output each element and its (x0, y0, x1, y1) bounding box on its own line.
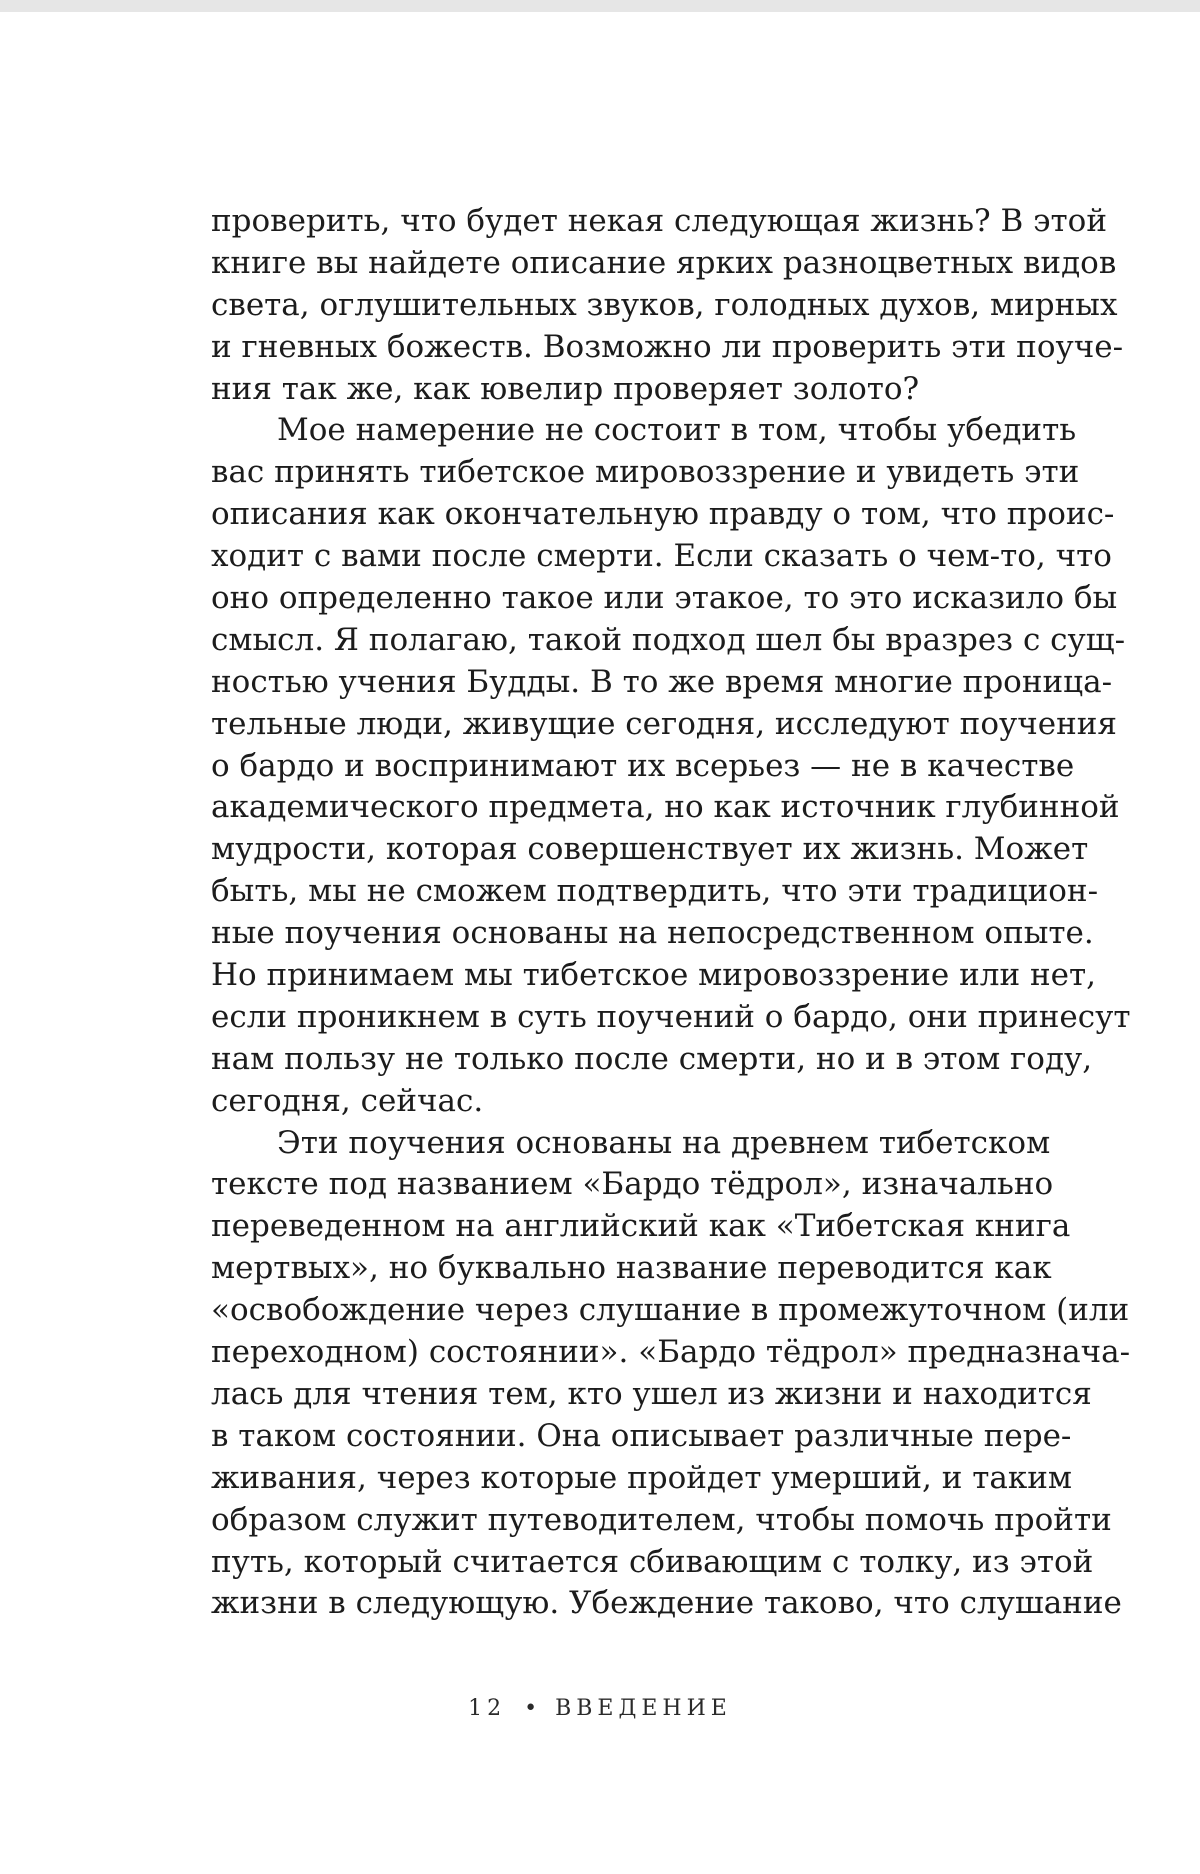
text-line: мертвых», но буквально название переводится как (211, 1250, 1052, 1287)
footer-separator: • (524, 1696, 538, 1721)
text-line: тельные люди, живущие сегодня, исследуют поучения (211, 705, 1117, 742)
page-footer (0, 1696, 1200, 1721)
text-line: переведенном на английский как «Тибетская книга (211, 1208, 1071, 1245)
text-line: мудрости, которая совершенствует их жизнь. Может (211, 831, 1089, 868)
text-line: смысл. Я полагаю, такой подход шел бы вразрез с сущ- (211, 621, 1126, 658)
text-line: и гневных божеств. Возможно ли проверить эти поуче- (211, 328, 1124, 365)
top-edge-strip (0, 0, 1200, 12)
text-line: книге вы найдете описание ярких разноцветных видов (211, 244, 1117, 281)
text-line: ходит с вами после смерти. Если сказать о чем-то, что (211, 538, 1112, 575)
text-line: ные поучения основаны на непосредственном опыте. (211, 915, 1094, 952)
text-line: если проникнем в суть поучений о бардо, они принесут (211, 998, 1131, 1035)
section-title: ВВЕДЕНИЕ (555, 1696, 732, 1721)
text-line: переходном) состоянии». «Бардо тёдрол» предназнача- (211, 1334, 1131, 1371)
text-line: образом служит путеводителем, чтобы помочь пройти (211, 1501, 1112, 1538)
text-line: Эти поучения основаны на древнем тибетском (277, 1124, 1051, 1161)
text-line: вас принять тибетское мировоззрение и увидеть эти (211, 454, 1080, 491)
text-line: нам пользу не только после смерти, но и в этом году, (211, 1040, 1093, 1077)
text-line: тексте под названием «Бардо тёдрол», изначально (211, 1166, 1054, 1203)
text-line: оно определенно такое или этакое, то это исказило бы (211, 580, 1118, 617)
text-line: Но принимаем мы тибетское мировоззрение или нет, (211, 957, 1096, 994)
text-line: путь, который считается сбивающим с толку, из этой (211, 1543, 1094, 1580)
text-line: ния так же, как ювелир проверяет золото? (211, 370, 920, 407)
text-line: живания, через которые пройдет умерший, и таким (211, 1459, 1073, 1496)
text-line: описания как окончательную правду о том, что проис- (211, 496, 1115, 533)
text-line: академического предмета, но как источник глубинной (211, 789, 1120, 826)
text-line: лась для чтения тем, кто ушел из жизни и находится (211, 1375, 1092, 1412)
page-number: 12 (468, 1696, 507, 1721)
text-line: проверить, что будет некая следующая жизнь? В этой (211, 203, 1107, 239)
text-line: сегодня, сейчас. (211, 1082, 484, 1119)
text-line: «освобождение через слушание в промежуточном (или (211, 1292, 1130, 1329)
text-line: Мое намерение не состоит в том, чтобы убедить (277, 412, 1077, 449)
text-line: о бардо и воспринимают их всерьез — не в качестве (211, 747, 1075, 784)
text-line: света, оглушительных звуков, голодных духов, мирных (211, 286, 1118, 323)
text-line: быть, мы не сможем подтвердить, что эти традицион- (211, 873, 1099, 910)
text-line: ностью учения Будды. В то же время многие проница- (211, 663, 1113, 700)
text-line: жизни в следующую. Убеждение таково, что слушание (211, 1585, 1122, 1622)
page-body-text (211, 201, 1131, 1625)
text-line: в таком состоянии. Она описывает различные пере- (211, 1417, 1072, 1454)
